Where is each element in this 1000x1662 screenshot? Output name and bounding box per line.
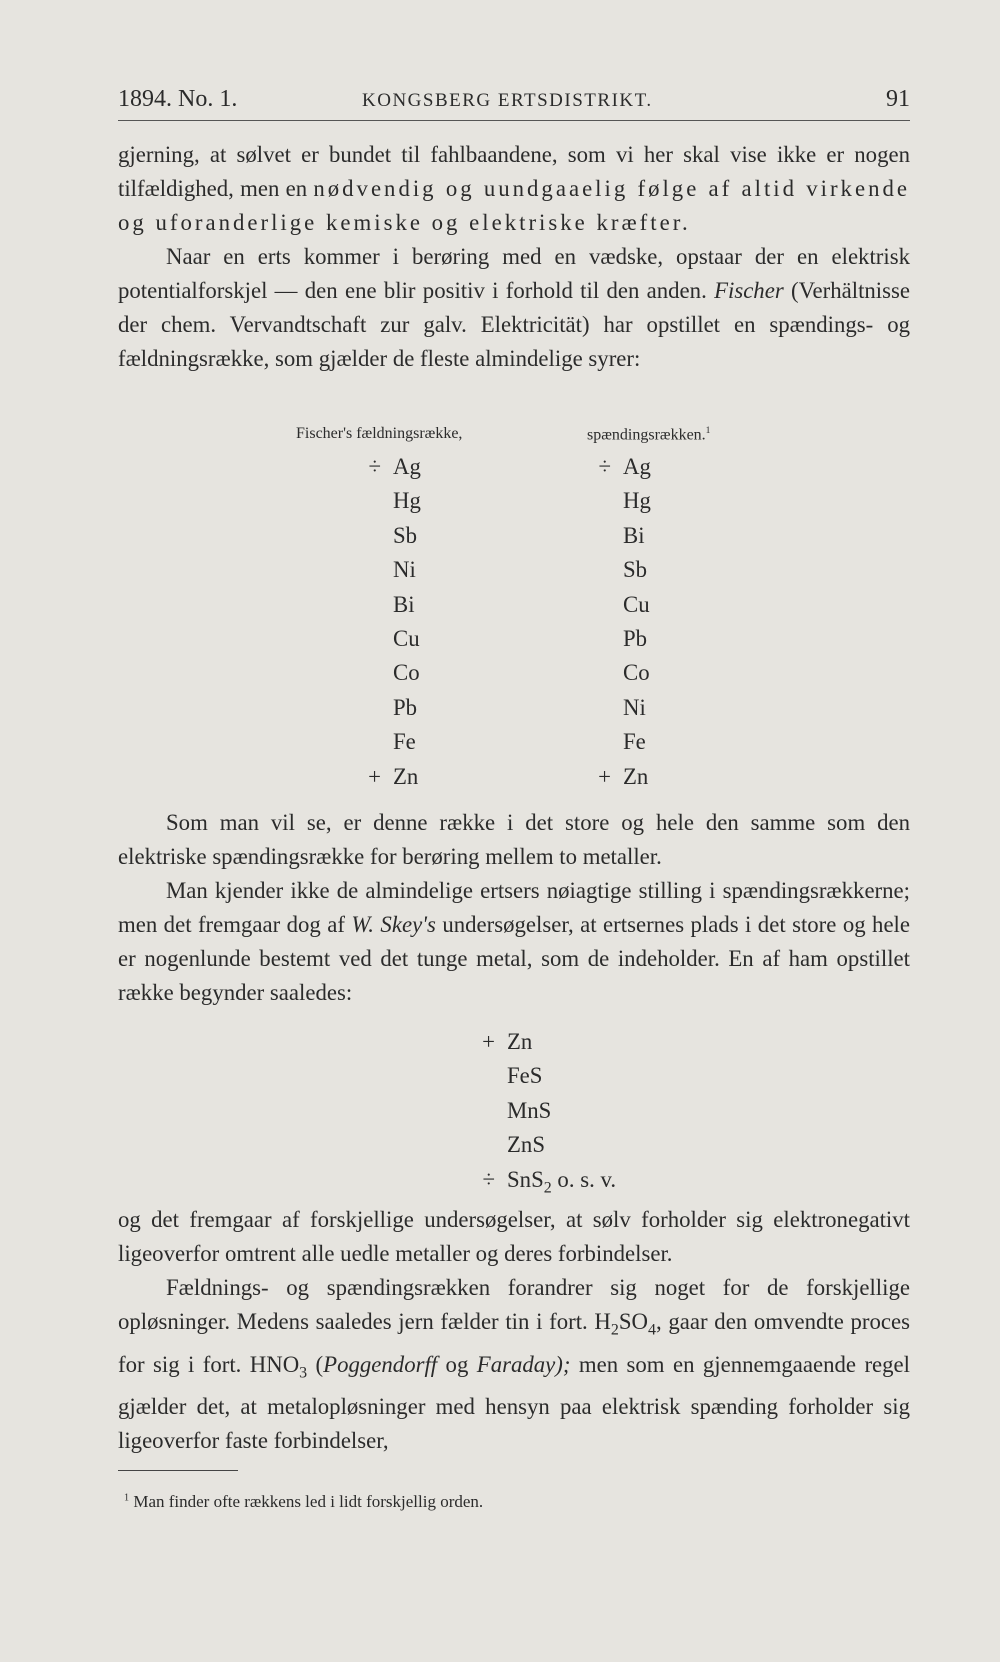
series-row: FeS — [507, 1063, 543, 1089]
series-row: Pb — [623, 625, 648, 651]
series-row: ZnS — [507, 1132, 546, 1158]
running-header — [118, 80, 910, 121]
series-row: Fe — [393, 729, 416, 755]
tension-series-column — [575, 450, 651, 794]
series-row: Bi — [393, 591, 415, 617]
series-row: + Zn — [482, 1029, 533, 1054]
series-row: Hg — [393, 488, 421, 514]
series-row: ÷ Ag — [598, 454, 651, 479]
series-row: Bi — [623, 522, 645, 548]
series-row: Co — [623, 660, 650, 686]
paragraph-6: Fældnings- og spændingsrækken forandrer sig noget for de forskjellige opløsninger. Medens saaledes jern fælder tin i fort. $H_2SO_4$, gaar den omvendte proces for sig i fort. $HNO_3$ (Poggendorff og Faraday); men som en gjennemgaaende regel gjælder det, at metalopløsninger med hensyn paa elektrisk spænding forholder sig ligeoverfor faste forbindelser, — [118, 1275, 911, 1454]
series-row: Sb — [393, 522, 418, 548]
series-row: + Zn — [368, 763, 419, 789]
author-poggendorff: Poggendorff — [323, 1351, 438, 1377]
footnote-mark: 1 — [124, 1492, 130, 1504]
footnote: $^1$ Man finder ofte rækkens led i lidt forskjellig orden. — [124, 1492, 484, 1511]
author-fischer: Fischer — [714, 278, 784, 303]
issue-reference: 1894. No. 1. — [118, 86, 238, 112]
series-row: Fe — [623, 729, 646, 755]
paragraph-4: Man kjender ikke de almindelige ertsers nøiagtige stilling i spændingsrækkerne; men det fremgaar dog af W. Skey's undersøgelser, at ertsernes plads i det store og hele er nogenlunde bestemt ved det tunge metal, som de indeholder. En af ham opstillet række begynder saaledes: — [118, 878, 911, 1005]
table-heading-precipitation-series: Fischer's fældningsrække, — [296, 425, 463, 442]
paragraph-2: Naar en erts kommer i berøring med en vædske, opstaar der en elektrisk potentialforskjel — den ene blir positiv i forhold til den anden. Fischer (Verhältnisse der chem. Vervandtschaft zur galv. Elektricität) har opstillet en spændings- og fældningsrække, som gjælder de fleste almindelige syrer: — [118, 244, 910, 371]
text-block-bottom — [118, 1203, 910, 1458]
series-row: + Zn — [598, 763, 649, 789]
series-row: Ni — [623, 694, 646, 720]
paragraph-1: gjerning, at sølvet er bundet til fahlbaandene, som vi her skal vise ikke er nogen tilfældighed, men en nødvendig og uundgaaelig følge af altid virkende og uforanderlige kemiske og elektriske kræfter. — [118, 142, 910, 235]
series-row: Hg — [623, 488, 651, 514]
skey-ore-series — [462, 1025, 616, 1197]
emphasis-spaced: nødvendig og uundgaaelig følge af altid virkende og uforanderlige kemiske og elektriske kræfter. — [118, 176, 910, 235]
series-row: Pb — [393, 694, 418, 720]
series-row: ÷ SnS$_2$ o. s. v. — [482, 1166, 617, 1197]
running-title: KONGSBERG ERTSDISTRIKT. — [362, 90, 653, 111]
footnote-rule — [118, 1470, 238, 1471]
page-number: 91 — [886, 86, 910, 112]
author-faraday: Faraday); — [476, 1351, 571, 1377]
paragraph-3: Som man vil se, er denne række i det store og hele den samme som den elektriske spændingsrække for berøring mellem to metaller. — [118, 810, 910, 869]
series-row: Sb — [623, 557, 648, 583]
series-row: Ni — [393, 557, 416, 583]
series-row: Cu — [393, 625, 420, 651]
author-skey: W. Skey's — [351, 912, 436, 937]
precipitation-series-column — [345, 450, 421, 794]
series-row: Co — [393, 660, 420, 686]
footnote-ref: 1 — [705, 425, 711, 436]
paragraph-5: og det fremgaar af forskjellige undersøgelser, at sølv forholder sig elektronegativt ligeoverfor omtrent alle uedle metaller og deres forbindelser. — [118, 1207, 910, 1266]
text-block-top — [118, 138, 910, 376]
table-heading-tension-series: spændingsrækken.$^1$ — [587, 425, 711, 444]
series-row: ÷ Ag — [368, 454, 421, 479]
series-row: Cu — [623, 591, 650, 617]
text-block-middle — [118, 806, 910, 1010]
series-row: MnS — [507, 1097, 552, 1123]
